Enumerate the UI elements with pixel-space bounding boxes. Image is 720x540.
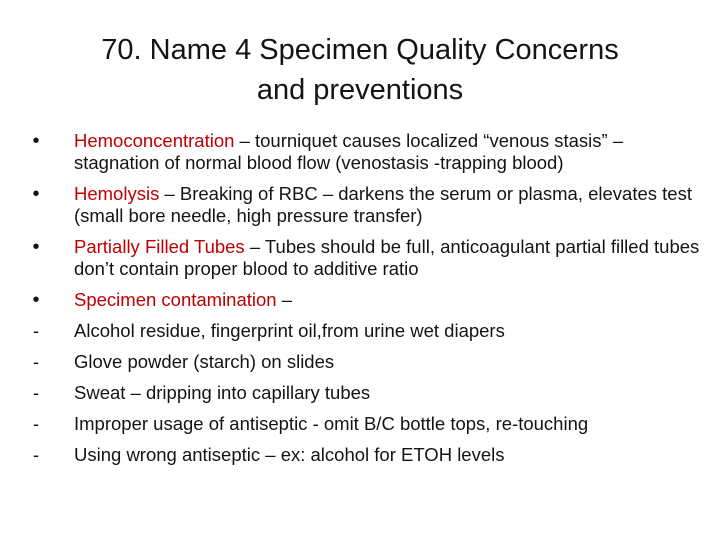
bullet-icon: •	[32, 130, 40, 152]
term-hemolysis: Hemolysis	[74, 183, 160, 204]
item-text: Using wrong antiseptic – ex: alcohol for ETOH levels	[74, 444, 505, 465]
item-text: –	[276, 289, 293, 310]
term-specimen-contamination: Specimen contamination	[74, 289, 277, 310]
dash-icon: -	[32, 351, 40, 372]
dash-icon: -	[32, 382, 40, 403]
bullet-icon: •	[32, 289, 40, 311]
list-item-alcohol-residue	[26, 320, 706, 342]
list-item-glove-powder	[26, 351, 706, 373]
term-partially-filled-tubes: Partially Filled Tubes	[74, 236, 245, 257]
list-item-specimen-contamination	[26, 289, 706, 311]
dash-icon: -	[32, 320, 40, 341]
list-item-hemoconcentration	[26, 130, 706, 174]
item-text: Improper usage of antiseptic - omit B/C bottle tops, re-touching	[74, 413, 589, 434]
bullet-icon: •	[32, 183, 40, 205]
title-line-1: 70. Name 4 Specimen Quality Concerns	[101, 34, 619, 66]
term-hemoconcentration: Hemoconcentration	[74, 130, 235, 151]
list-item-wrong-antiseptic	[26, 444, 706, 466]
slide-title	[60, 30, 660, 110]
bullet-icon: •	[32, 236, 40, 258]
list-item-sweat	[26, 382, 706, 404]
item-text: – Breaking of RBC – darkens the serum or plasma, elevates test (small bore needle, high pressure transfer)	[74, 183, 692, 226]
dash-icon: -	[32, 444, 40, 465]
concern-list	[26, 130, 706, 475]
dash-icon: -	[32, 413, 40, 434]
item-text: Glove powder (starch) on slides	[74, 351, 335, 372]
item-text: Sweat – dripping into capillary tubes	[74, 382, 371, 403]
list-item-hemolysis	[26, 183, 706, 227]
item-text: Alcohol residue, fingerprint oil,from urine wet diapers	[74, 320, 505, 341]
item-text: – tourniquet causes localized “venous stasis” – stagnation of normal blood flow (venostasis -trapping blood)	[74, 130, 624, 173]
list-item-partially-filled-tubes	[26, 236, 706, 280]
title-line-2: and preventions	[256, 74, 464, 106]
item-text: – Tubes should be full, anticoagulant partial filled tubes don’t contain proper blood to additive ratio	[74, 236, 700, 279]
list-item-improper-antiseptic	[26, 413, 706, 435]
